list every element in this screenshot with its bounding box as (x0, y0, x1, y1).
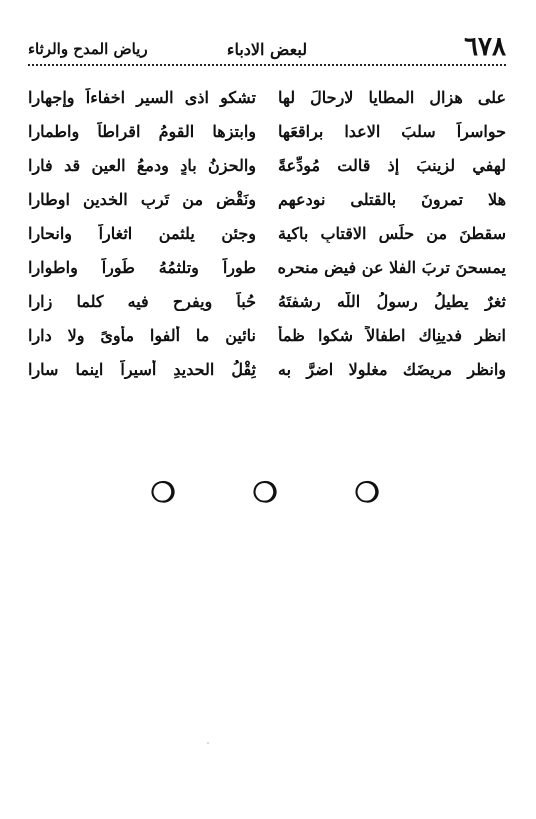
circle-ornament-icon: ❍ (252, 476, 278, 509)
verse-first-hemistich: يمسحنَ تربَ الفلا عن فيضِ منحره (278, 258, 506, 277)
circle-ornament-icon: ❍ (354, 476, 380, 509)
verse-line (28, 156, 506, 190)
page-number: ٦٧٨ (464, 32, 506, 62)
paper-speck (207, 742, 209, 744)
verse-line (28, 326, 506, 360)
verse-first-hemistich: لهفي لزينبَ إذ قالت مُودِّعةً (278, 156, 506, 175)
verse-second-hemistich: حُباً ويفرح فيه كلما زارا (28, 292, 256, 311)
running-title-left: رياض المدح والرثاء (28, 40, 148, 58)
verse-second-hemistich: وجئن يلثمن اثغاراً وانحارا (28, 224, 256, 243)
verse-second-hemistich: تشكو اذى السير اخفاءاً وإجهارا (28, 88, 256, 107)
verse-first-hemistich: حواسراً سلبَ الاعدا براقعَها (278, 122, 506, 141)
verse-second-hemistich: نائين ما ألفوا مأوىً ولا دارا (28, 326, 256, 345)
verse-line (28, 292, 506, 326)
verse-first-hemistich: ثغرٌ يطيلُ رسولُ اللّه رشفتَهُ (278, 292, 506, 311)
verse-line (28, 88, 506, 122)
verse-first-hemistich: انظر فدينِاك اطفالاً شكوا ظمأً (278, 326, 506, 345)
running-title-center: لبعض الادباء (226, 40, 308, 59)
verse-second-hemistich: وابتزها القومُ اقراطاً واطمارا (28, 122, 256, 141)
page-header (28, 32, 506, 62)
verse-first-hemistich: على هزال المطايا لارحالَ لها (278, 88, 506, 107)
verse-first-hemistich: وانظر مريضَك مغلولا اضرَّ به (278, 360, 506, 379)
verse-second-hemistich: طوراً وتلثمُهُ طَوراً واطوارا (28, 258, 256, 277)
verse-first-hemistich: سقطنَ من حلَسِ الاقتابِ باكية (278, 224, 506, 243)
verse-line (28, 122, 506, 156)
verse-second-hemistich: ونَقْضِ من تَربِ الخدينِ اوطارا (28, 190, 256, 209)
verse-line (28, 360, 506, 394)
verse-line (28, 258, 506, 292)
poem-body (28, 88, 506, 394)
verse-first-hemistich: هلا تمرونَ بالقتلى نودعهم (278, 190, 506, 209)
circle-ornament-icon: ❍ (150, 476, 176, 509)
verse-second-hemistich: والحزنُ بادٍ ودمعُ العينِ قد فارا (28, 156, 256, 175)
section-end-ornaments (145, 478, 385, 508)
verse-second-hemistich: ثِقْلُ الحديدِ أسيراً اينما سارا (28, 360, 256, 379)
header-divider (28, 64, 506, 66)
verse-line (28, 224, 506, 258)
verse-line (28, 190, 506, 224)
